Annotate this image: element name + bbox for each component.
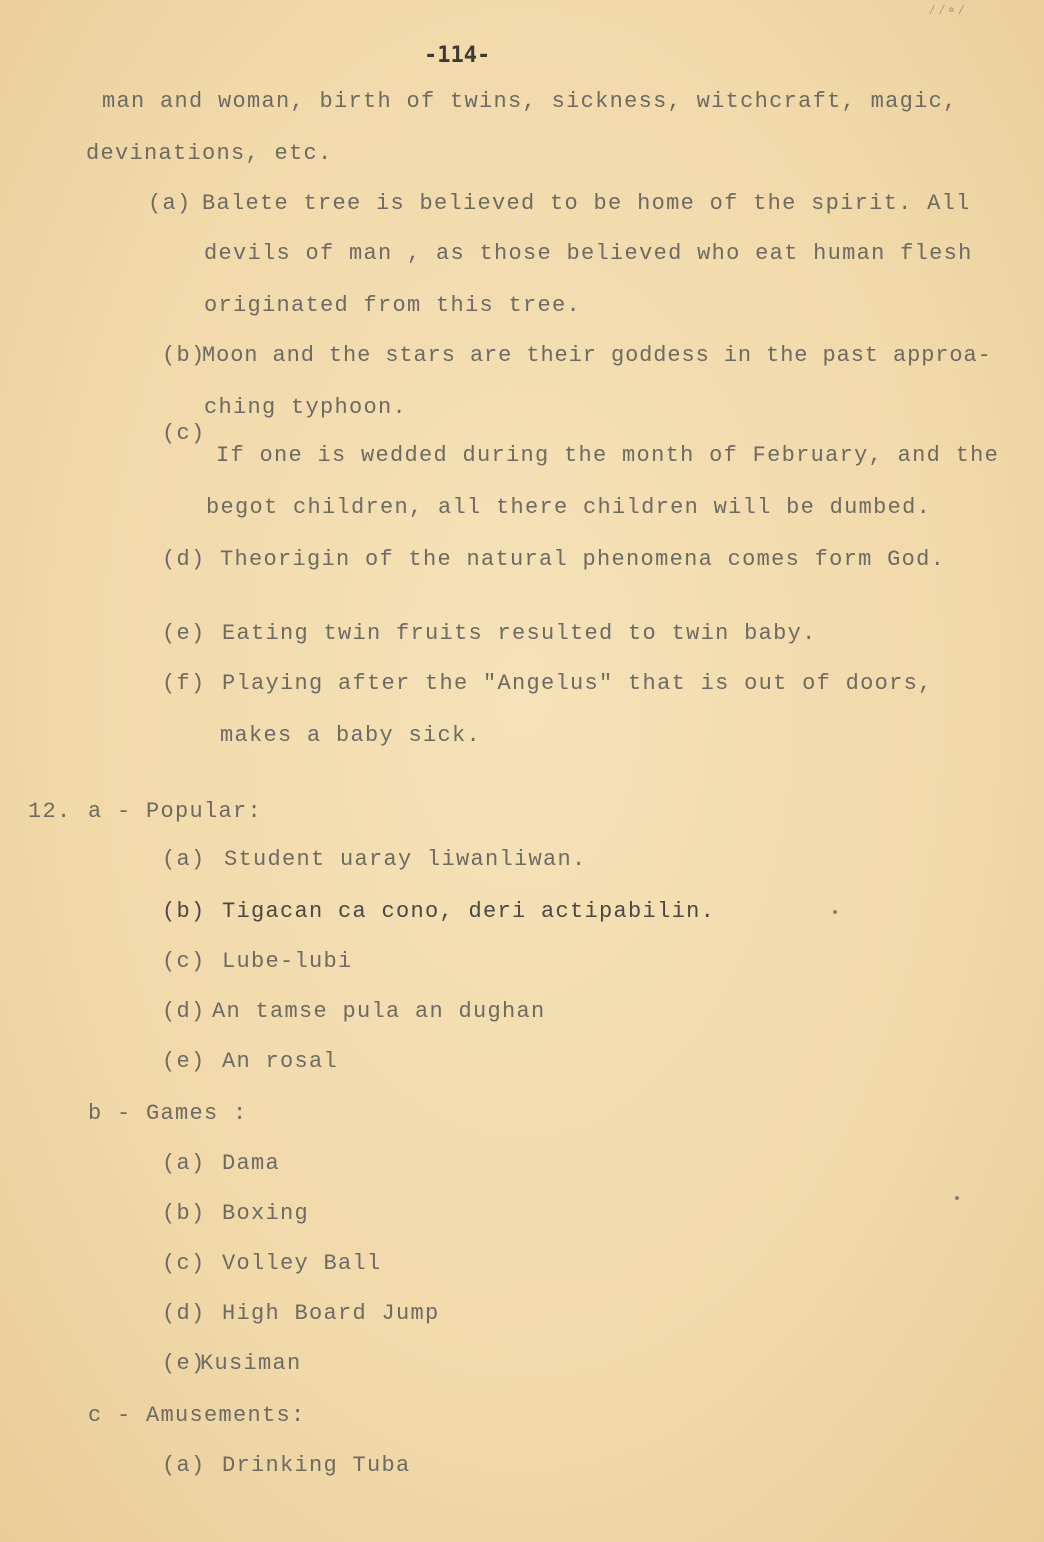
- popular-label: (a): [162, 847, 206, 872]
- popular-label: (e): [162, 1049, 206, 1074]
- section-heading-games: b - Games :: [88, 1101, 248, 1126]
- belief-label: (c): [162, 421, 206, 446]
- popular-item: An tamse pula an dughan: [212, 999, 546, 1024]
- belief-label: (b): [162, 343, 206, 368]
- intro-line: man and woman, birth of twins, sickness, witchcraft, magic,: [102, 89, 958, 114]
- amusements-item: Drinking Tuba: [222, 1453, 411, 1478]
- popular-item: Lube-lubi: [222, 949, 353, 974]
- games-item: Dama: [222, 1151, 281, 1176]
- section-heading-amusements: c - Amusements:: [88, 1403, 306, 1428]
- belief-label: (a): [148, 191, 192, 216]
- belief-line: Eating twin fruits resulted to twin baby.: [222, 621, 817, 646]
- games-label: (b): [162, 1201, 206, 1226]
- section-heading-popular: a - Popular:: [88, 799, 263, 824]
- games-item: Volley Ball: [222, 1251, 382, 1276]
- belief-label: (e): [162, 621, 206, 646]
- popular-item: Student uaray liwanliwan.: [224, 847, 587, 872]
- section-number: 12.: [28, 799, 72, 824]
- page-number: -114-: [424, 43, 491, 68]
- popular-label: (b): [162, 899, 206, 924]
- amusements-label: (a): [162, 1453, 206, 1478]
- paper-speck: [955, 1196, 959, 1200]
- games-label: (c): [162, 1251, 206, 1276]
- belief-line: Moon and the stars are their goddess in the past approa-: [202, 343, 992, 368]
- intro-line: devinations, etc.: [86, 141, 333, 166]
- games-label: (a): [162, 1151, 206, 1176]
- belief-line: begot children, all there children will be dumbed.: [206, 495, 932, 520]
- belief-line: ching typhoon.: [204, 395, 408, 420]
- popular-item: Tigacan ca cono, deri actipabilin.: [222, 899, 716, 924]
- games-label: (d): [162, 1301, 206, 1326]
- belief-label: (d): [162, 547, 206, 572]
- belief-line: Balete tree is believed to be home of the spirit. All: [202, 191, 971, 216]
- belief-line: Playing after the "Angelus" that is out of doors,: [222, 671, 933, 696]
- popular-label: (d): [162, 999, 206, 1024]
- paper-speck: [833, 910, 837, 914]
- belief-line: If one is wedded during the month of February, and the: [216, 443, 1000, 468]
- games-label: (e): [162, 1351, 206, 1376]
- belief-line: Theorigin of the natural phenomena comes form God.: [220, 547, 946, 572]
- belief-line: makes a baby sick.: [220, 723, 482, 748]
- games-item: High Board Jump: [222, 1301, 440, 1326]
- games-item: Boxing: [222, 1201, 310, 1226]
- games-item: Kusiman: [200, 1351, 302, 1376]
- corner-pencil-mark: ∕∕∘∕: [928, 3, 967, 19]
- belief-label: (f): [162, 671, 206, 696]
- popular-label: (c): [162, 949, 206, 974]
- popular-item: An rosal: [222, 1049, 339, 1074]
- belief-line: originated from this tree.: [204, 293, 582, 318]
- belief-line: devils of man , as those believed who eat human flesh: [204, 241, 973, 266]
